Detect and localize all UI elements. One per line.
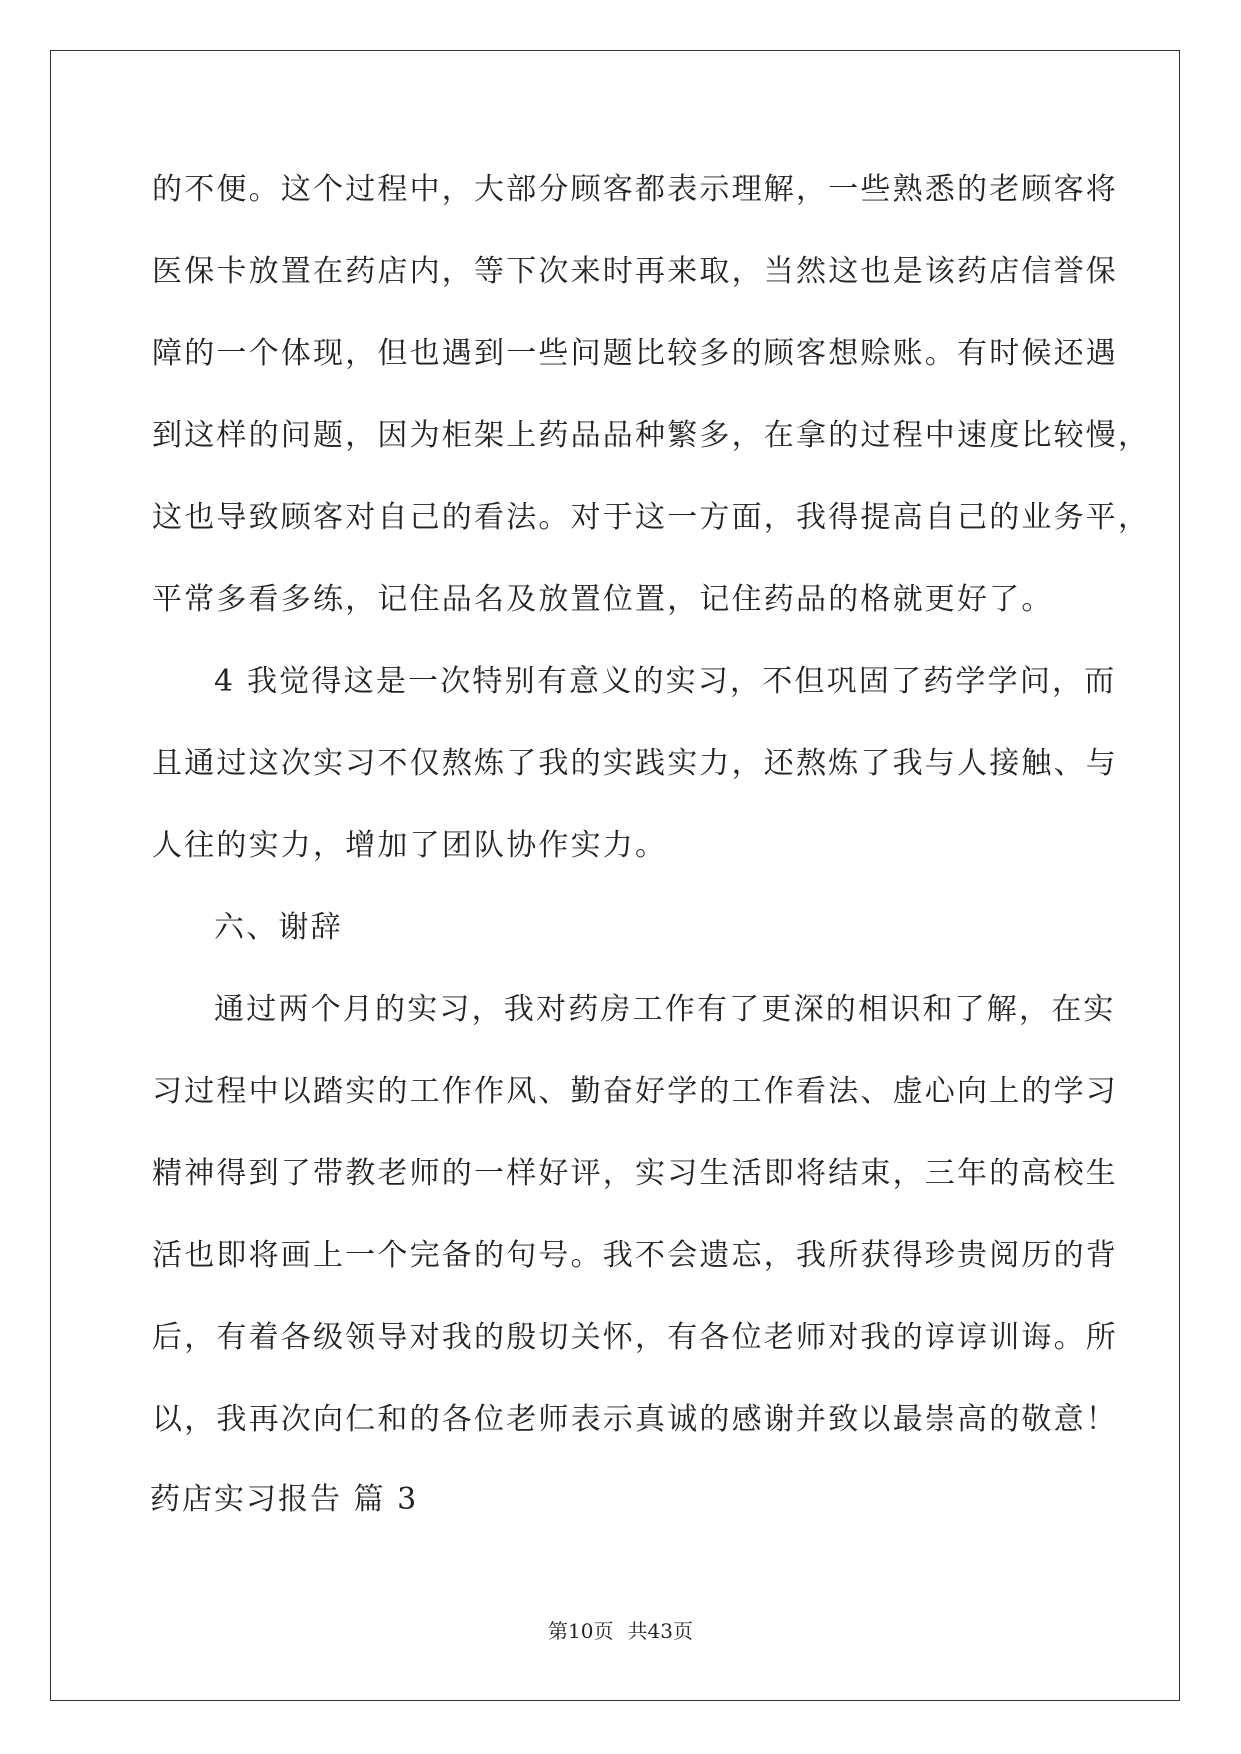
page-footer	[0, 1617, 1241, 1645]
text-line: 医保卡放置在药店内，等下次来时再来取，当然这也是该药店信誉保	[152, 254, 1118, 289]
text-line: 平常多看多练，记住品名及放置位置，记住药品的格就更好了。	[152, 582, 1054, 617]
text-line: 精神得到了带教老师的一样好评，实习生活即将结束，三年的高校生	[152, 1156, 1118, 1191]
text-line: 习过程中以踏实的工作作风、勤奋好学的工作看法、虚心向上的学习	[152, 1074, 1118, 1109]
next-section-title: 药店实习报告 篇 3	[150, 1482, 419, 1517]
text-line: 以，我再次向仁和的各位老师表示真诚的感谢并致以最崇高的敬意！	[152, 1402, 1118, 1437]
page-number: 第10页	[548, 1619, 614, 1643]
text-line: 障的一个体现，但也遇到一些问题比较多的顾客想赊账。有时候还遇	[152, 336, 1118, 371]
text-line: 人往的实力，增加了团队协作实力。	[152, 828, 668, 863]
text-line: 的不便。这个过程中，大部分顾客都表示理解，一些熟悉的老顾客将	[152, 172, 1118, 207]
text-line: 通过两个月的实习，我对药房工作有了更深的相识和了解，在实	[214, 992, 1116, 1027]
section-heading: 六、谢辞	[214, 910, 343, 945]
text-line: 活也即将画上一个完备的句号。我不会遗忘，我所获得珍贵阅历的背	[152, 1238, 1118, 1273]
text-line: 这也导致顾客对自己的看法。对于这一方面，我得提高自己的业务平，	[152, 500, 1151, 535]
text-line: 且通过这次实习不仅熬炼了我的实践实力，还熬炼了我与人接触、与	[152, 746, 1118, 781]
document-body	[152, 160, 1151, 1472]
text-line: 4 我觉得这是一次特别有意义的实习，不但巩固了药学学问，而	[214, 664, 1117, 699]
text-line: 后，有着各级领导对我的殷切关怀，有各位老师对我的谆谆训诲。所	[152, 1320, 1118, 1355]
page-total: 共43页	[627, 1619, 693, 1643]
text-line: 到这样的问题，因为柜架上药品品种繁多，在拿的过程中速度比较慢，	[152, 418, 1151, 453]
